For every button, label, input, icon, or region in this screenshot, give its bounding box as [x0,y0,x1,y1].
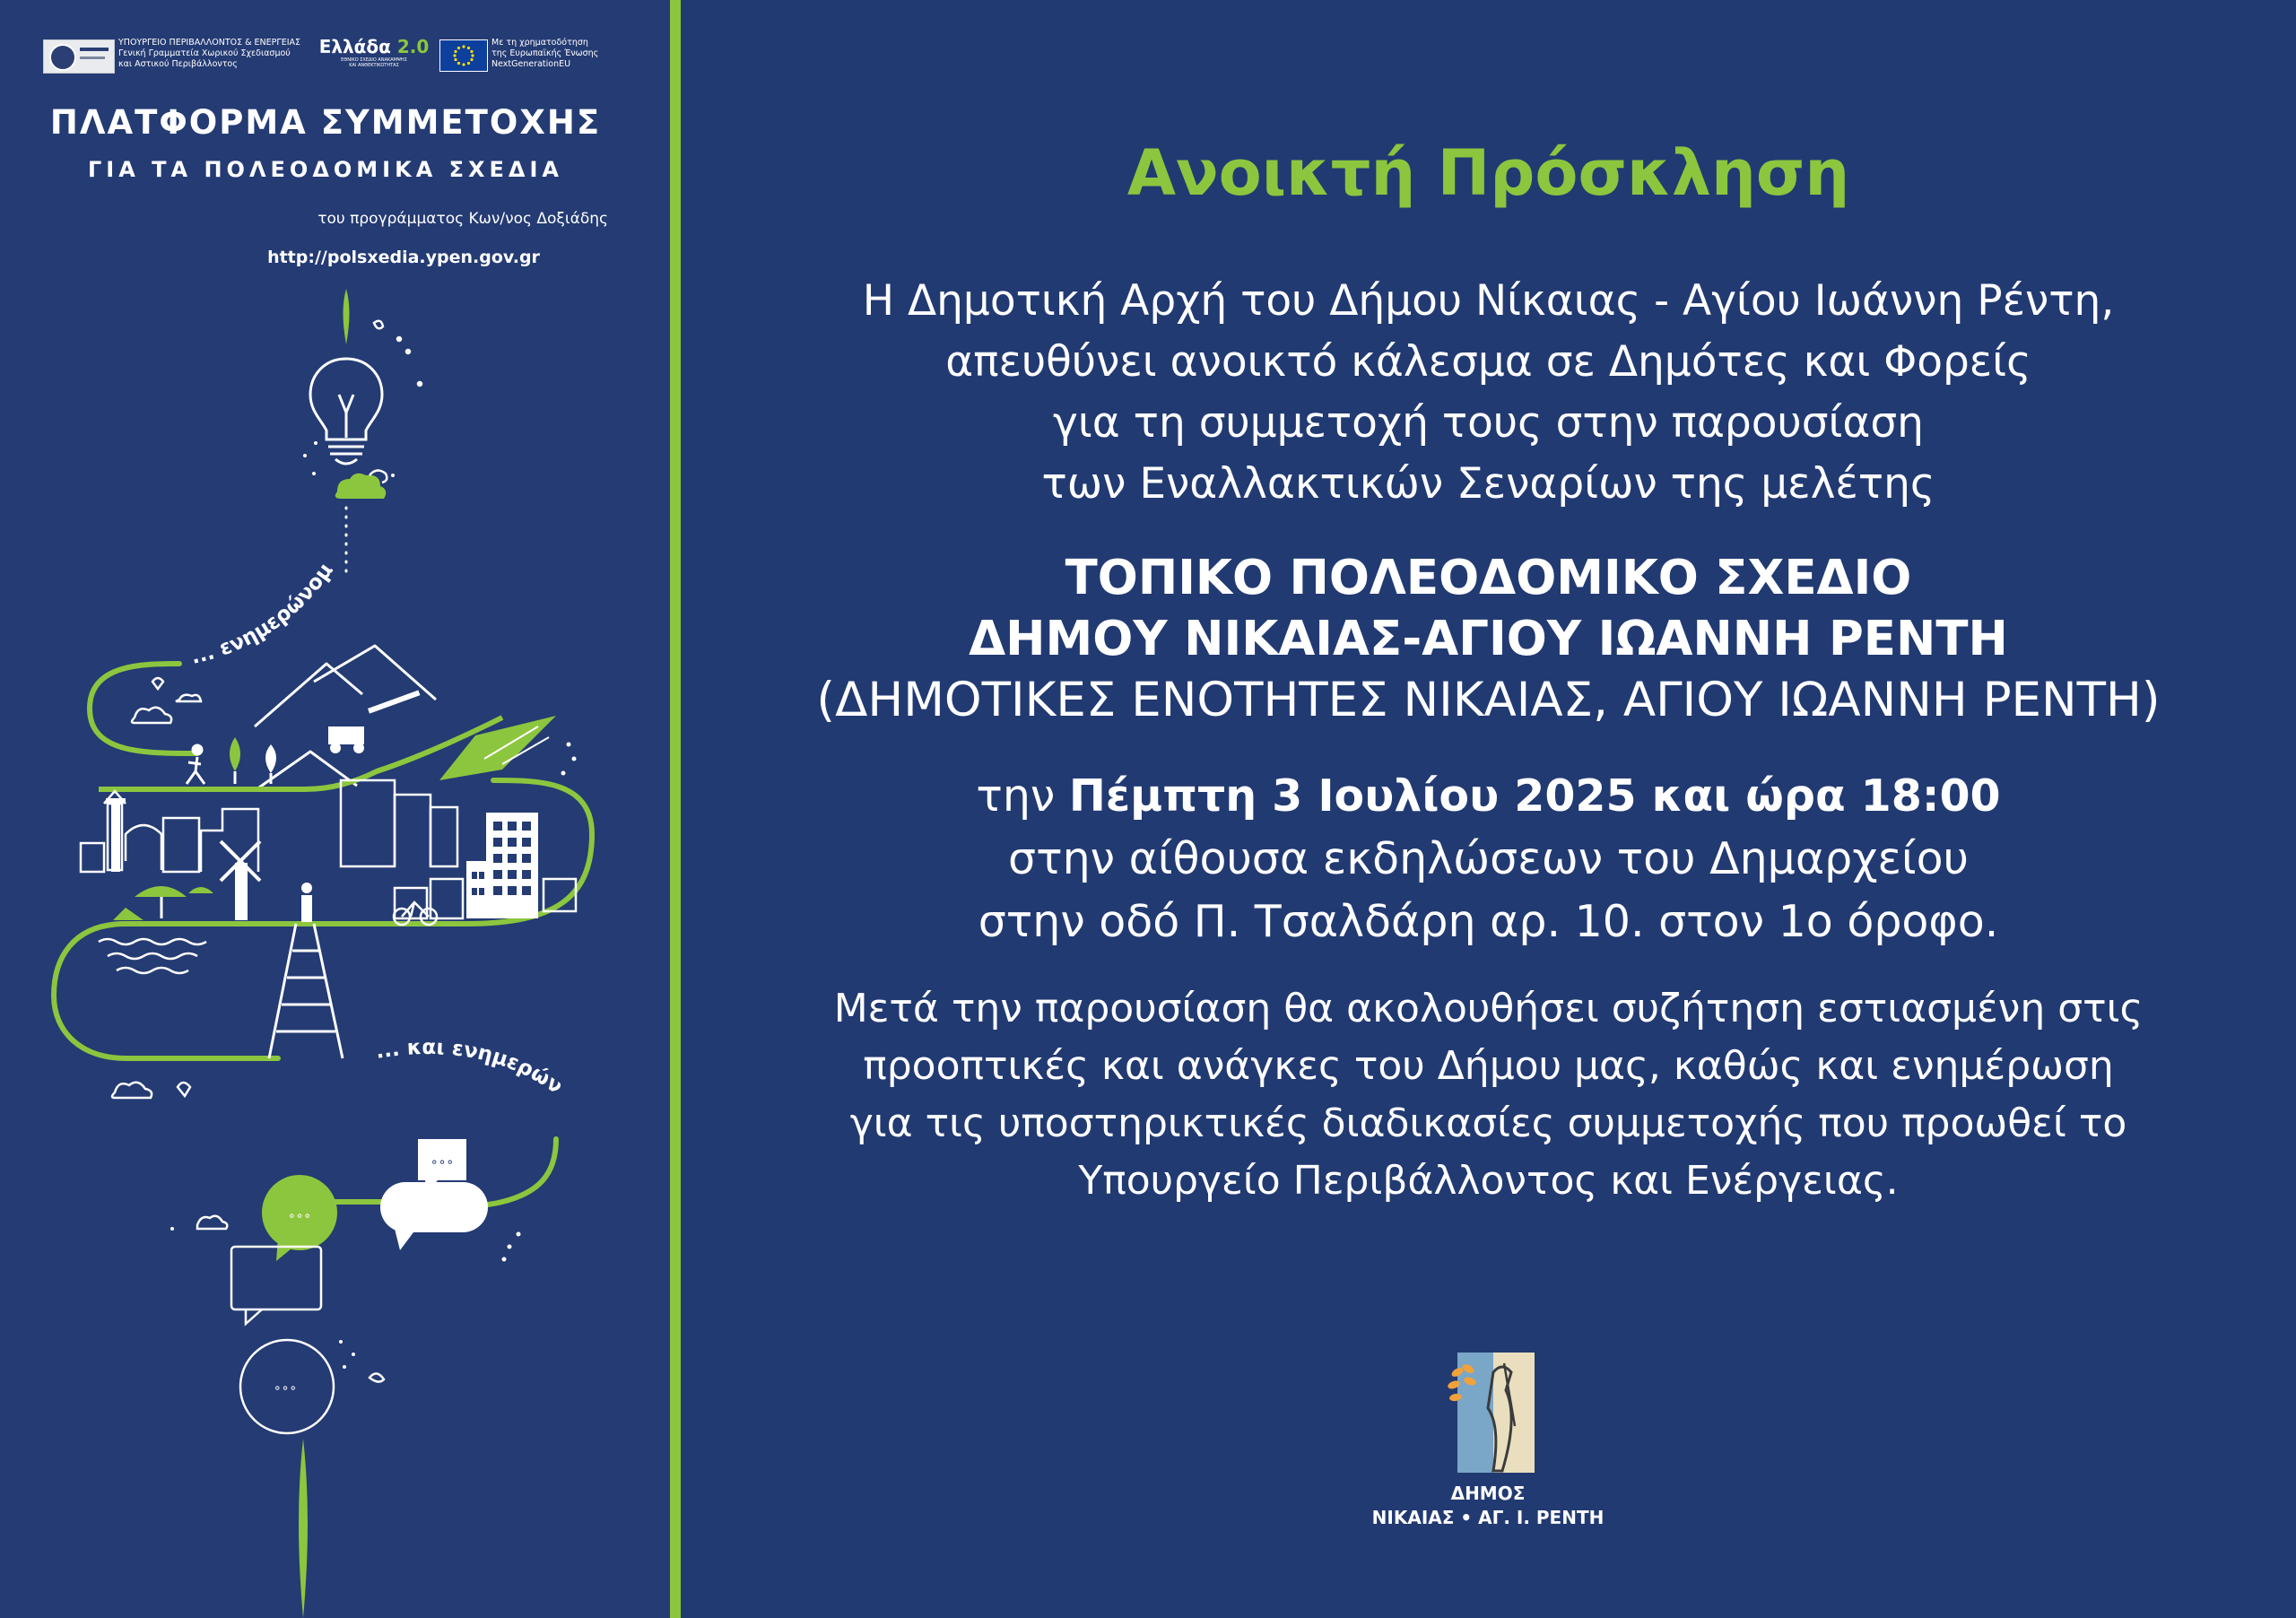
platform-title: ΠΛΑΤΦΟΡΜΑ ΣΥΜΜΕΤΟΧΗΣ [49,103,602,142]
green-cloud-icon [335,474,387,499]
plan-units: (ΔΗΜΟΤΙΚΕΣ ΕΝΟΤΗΤΕΣ ΝΙΚΑΙΑΣ, ΑΓΙΟΥ ΙΩΑΝΝΗ ΡΕΝΤΗ) [816,673,2161,727]
ministry-logo [43,39,115,74]
caption-informed: ... ενημερώνομ [188,559,338,669]
venue-line: στην αίθουσα εκδηλώσεων του Δημαρχείου [1008,833,1969,884]
discussion-line: για τις υποστηρικτικές διαδικασίες συμμετοχής που προωθεί το [849,1100,2127,1146]
tractor-icon [328,690,420,753]
boat-icon [113,908,144,920]
white-speech-bubble-icon [380,1139,488,1250]
intro-line: απευθύνει ανοικτό κάλεσμα σε Δημότες και Φορείς [945,337,2031,387]
windmill-icon [221,841,260,920]
discussion-paragraph [681,980,2296,1210]
ministry-name: ΥΠΟΥΡΓΕΙΟ ΠΕΡΙΒΑΛΛΟΝΤΟΣ & ΕΝΕΡΓΕΙΑΣ Γενική Γραμματεία Χωρικού Σχεδιασμού και Αστικού Περιβάλλοντος [118,38,300,69]
sponsor-logos [43,36,617,81]
city-skyline-icon [81,780,457,872]
address-line: στην οδό Π. Τσαλδάρη αρ. 10. στον 1ο όροφο. [978,896,1999,947]
municipality-logo-icon [1443,1345,1542,1480]
eu-funding-text: Με τη χρηματοδότηση της Ευρωπαϊκής Ένωσης NextGenerationEU [491,38,599,69]
intro-line: Η Δημοτική Αρχή του Δήμου Νίκαιας - Αγίου Ιωάννη Ρέντη, [862,276,2115,326]
intro-line: των Εναλλακτικών Σεναρίων της μελέτης [1041,459,1935,509]
ladder-icon [269,924,343,1058]
eu-flag-icon [439,39,488,72]
tree-icons [230,737,276,784]
discussion-line: Μετά την παρουσίαση θα ακολουθήσει συζήτηση εστιασμένη στις [833,986,2144,1031]
event-date: Πέμπτη 3 Ιουλίου 2025 και ώρα 18:00 [1068,770,2001,822]
svg-text:∘∘∘: ∘∘∘ [430,1155,455,1170]
leaf-stem-icon [344,289,350,344]
program-line: του προγράμματος Κων/νος Δοξιάδης [317,210,608,228]
light-bulb-icon [310,359,382,464]
event-date-line [681,765,2296,828]
beach-umbrella-icon [135,886,187,918]
municipality-logo-block [1344,1345,1631,1534]
plan-title-line: ΤΟΠΙΚΟ ΠΟΛΕΟΔΟΜΙΚΟ ΣΧΕΔΙΟ [1065,551,1912,605]
water-waves-icon [99,939,206,973]
greece-2-0-logo: Ελλάδα 2.0 ΕΘΝΙΚΟ ΣΧΕΔΙΟ ΑΝΑΚΑΜΨΗΣ ΚΑΙ ΑΝΘΕΚΤΙΚΟΤΗΤΑΣ [318,36,430,68]
right-panel [681,0,2296,1618]
platform-url: http://polsxedia.ypen.gov.gr [267,248,540,267]
green-divider [670,0,681,1618]
municipality-name-line2: ΝΙΚΑΙΑΣ • ΑΓ. Ι. ΡΕΝΤΗ [1371,1507,1605,1528]
painter-person-icon [301,883,312,922]
plan-title-line: ΔΗΜΟΥ ΝΙΚΑΙΑΣ-ΑΓΙΟΥ ΙΩΑΝΝΗ ΡΕΝΤΗ [969,612,2008,666]
discussion-line: προοπτικές και ανάγκες του Δήμου μας, καθώς και ενημέρωση [863,1043,2114,1089]
event-details [681,765,2296,953]
round-speech-bubble-icon [240,1340,334,1433]
caption-inform: ... και ενημερών [374,1035,567,1099]
platform-subtitle: ΓΙΑ ΤΑ ΠΟΛΕΟΔΟΜΙΚΑ ΣΧΕΔΙΑ [88,157,563,182]
svg-text:∘∘∘: ∘∘∘ [273,1381,298,1396]
invitation-heading: Ανοικτή Πρόσκληση [1126,136,1850,210]
discussion-line: Υπουργείο Περιβάλλοντος και Ενέργειας. [1078,1158,1899,1204]
leaf-bottom-icon [299,1439,308,1618]
left-panel [0,0,670,1618]
intro-line: για τη συμμετοχή τους στην παρουσίαση [1053,398,1924,448]
green-speech-bubble-icon [262,1175,337,1261]
svg-text:∘∘∘: ∘∘∘ [287,1209,312,1223]
municipality-name-line1: ΔΗΜΟΣ [1450,1483,1526,1504]
participation-illustration [0,269,670,1618]
outline-speech-bubble-icon [231,1247,321,1324]
intro-paragraph [681,271,2296,515]
date-prefix: την [976,770,1056,822]
plan-title [681,548,2296,731]
